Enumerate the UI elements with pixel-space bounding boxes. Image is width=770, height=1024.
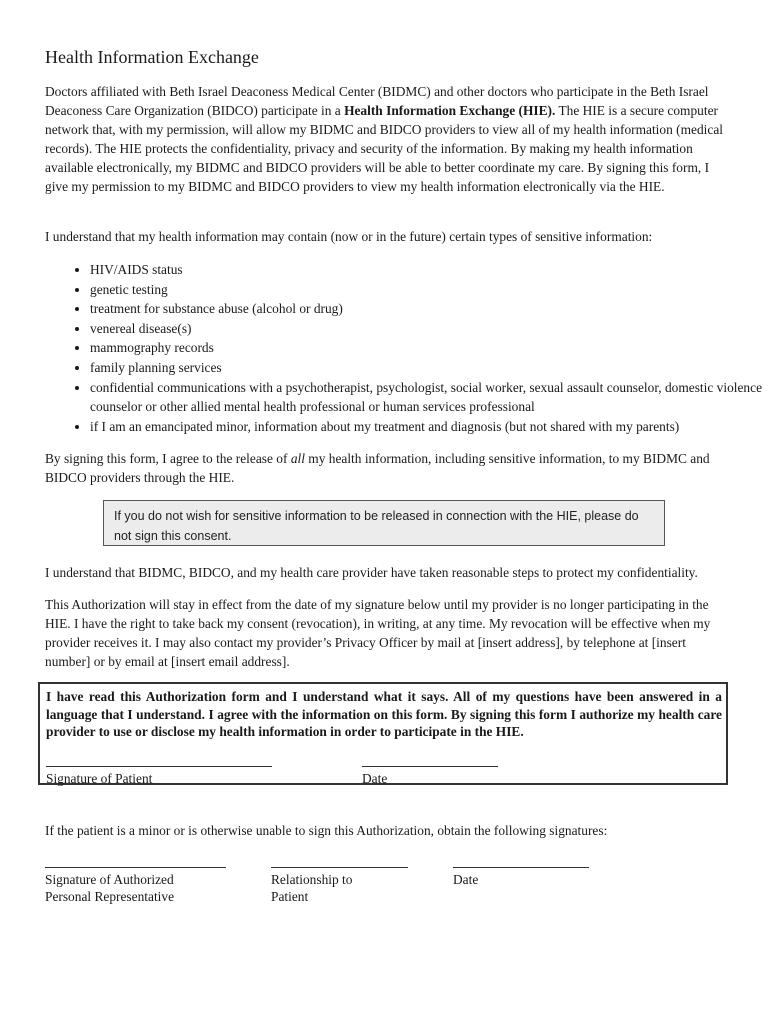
patient-date-label: Date <box>362 771 388 786</box>
intro-paragraph <box>45 82 730 196</box>
relationship-label: Relationship to Patient <box>271 872 353 904</box>
confidentiality-paragraph: I understand that BIDMC, BIDCO, and my health care provider have taken reasonable steps to protect my confidentiality. <box>45 565 698 580</box>
representative-signature-label: Signature of Authorized Personal Representative <box>45 872 175 904</box>
sensitive-info-notice-box: If you do not wish for sensitive information to be released in connection with the HIE, please do not sign this consent. <box>103 500 665 546</box>
patient-signature-label: Signature of Patient <box>46 771 153 786</box>
representative-date-label: Date <box>453 872 479 887</box>
page-title: Health Information Exchange <box>45 47 259 67</box>
list-item: • genetic testing <box>90 280 770 300</box>
release-text-2: my health information, including sensitive information, to my BIDMC and BIDCO providers through the HIE. <box>45 451 710 485</box>
representative-date-line[interactable] <box>453 867 589 868</box>
list-item: • mammography records <box>90 338 770 358</box>
list-item: • confidential communications with a psychotherapist, psychologist, social worker, sexual assault counselor, domestic violence counselor or other allied mental health professional or human services professional <box>90 378 770 417</box>
intro-hie-bold: Health Information Exchange (HIE). <box>344 103 556 118</box>
patient-date-line[interactable] <box>362 766 498 767</box>
sensitive-info-intro: I understand that my health information may contain (now or in the future) certain types of sensitive information: <box>45 229 653 244</box>
release-text-1: By signing this form, I agree to the release of <box>45 451 291 466</box>
list-item: • venereal disease(s) <box>90 319 770 339</box>
release-all-italic: all <box>290 451 305 466</box>
intro-text-1: Doctors affiliated with Beth Israel Deaconess Medical Center (BIDMC) and other doctors who participate in the Beth Israel Deaconess Care Organization (BIDCO) participate in a <box>45 84 709 118</box>
list-item: • HIV/AIDS status <box>90 260 770 280</box>
sensitive-info-list <box>45 260 770 436</box>
authorization-duration-paragraph: This Authorization will stay in effect from the date of my signature below until my provider is no longer participating in the HIE. I have the right to take back my consent (revocation), in writing, at any time. My revocation will be effective when my provider receives it. I may also contact my provider’s Privacy Officer by mail at [insert address], by telephone at [insert number] or by email at [insert email address]. <box>45 597 711 669</box>
relationship-line[interactable] <box>271 867 408 868</box>
intro-text-2: The HIE is a secure computer network that, with my permission, will allow my BIDMC and BIDCO providers to view all of my health information (medical records). The HIE protects the confidentiality, privacy and security of the information. By making my health information available electronically, my BIDMC and BIDCO providers will be able to better coordinate my care. By signing this form, I give my permission to my BIDMC and BIDCO providers to view my health information electronically via the HIE. <box>45 103 723 194</box>
patient-signature-line[interactable] <box>46 766 272 767</box>
representative-signature-line[interactable] <box>45 867 226 868</box>
list-item: • if I am an emancipated minor, information about my treatment and diagnosis (but not shared with my parents) <box>90 417 770 437</box>
list-item: • family planning services <box>90 358 770 378</box>
list-item: • treatment for substance abuse (alcohol or drug) <box>90 299 770 319</box>
attestation-text: I have read this Authorization form and I understand what it says. All of my questions have been answered in a language that I understand. I agree with the information on this form. By signing this form I authorize my health care provider to use or disclose my health information in order to participate in the HIE. <box>46 689 722 739</box>
release-paragraph <box>45 449 730 487</box>
minor-instruction: If the patient is a minor or is otherwise unable to sign this Authorization, obtain the following signatures: <box>45 823 608 838</box>
patient-attestation-box <box>38 682 728 785</box>
